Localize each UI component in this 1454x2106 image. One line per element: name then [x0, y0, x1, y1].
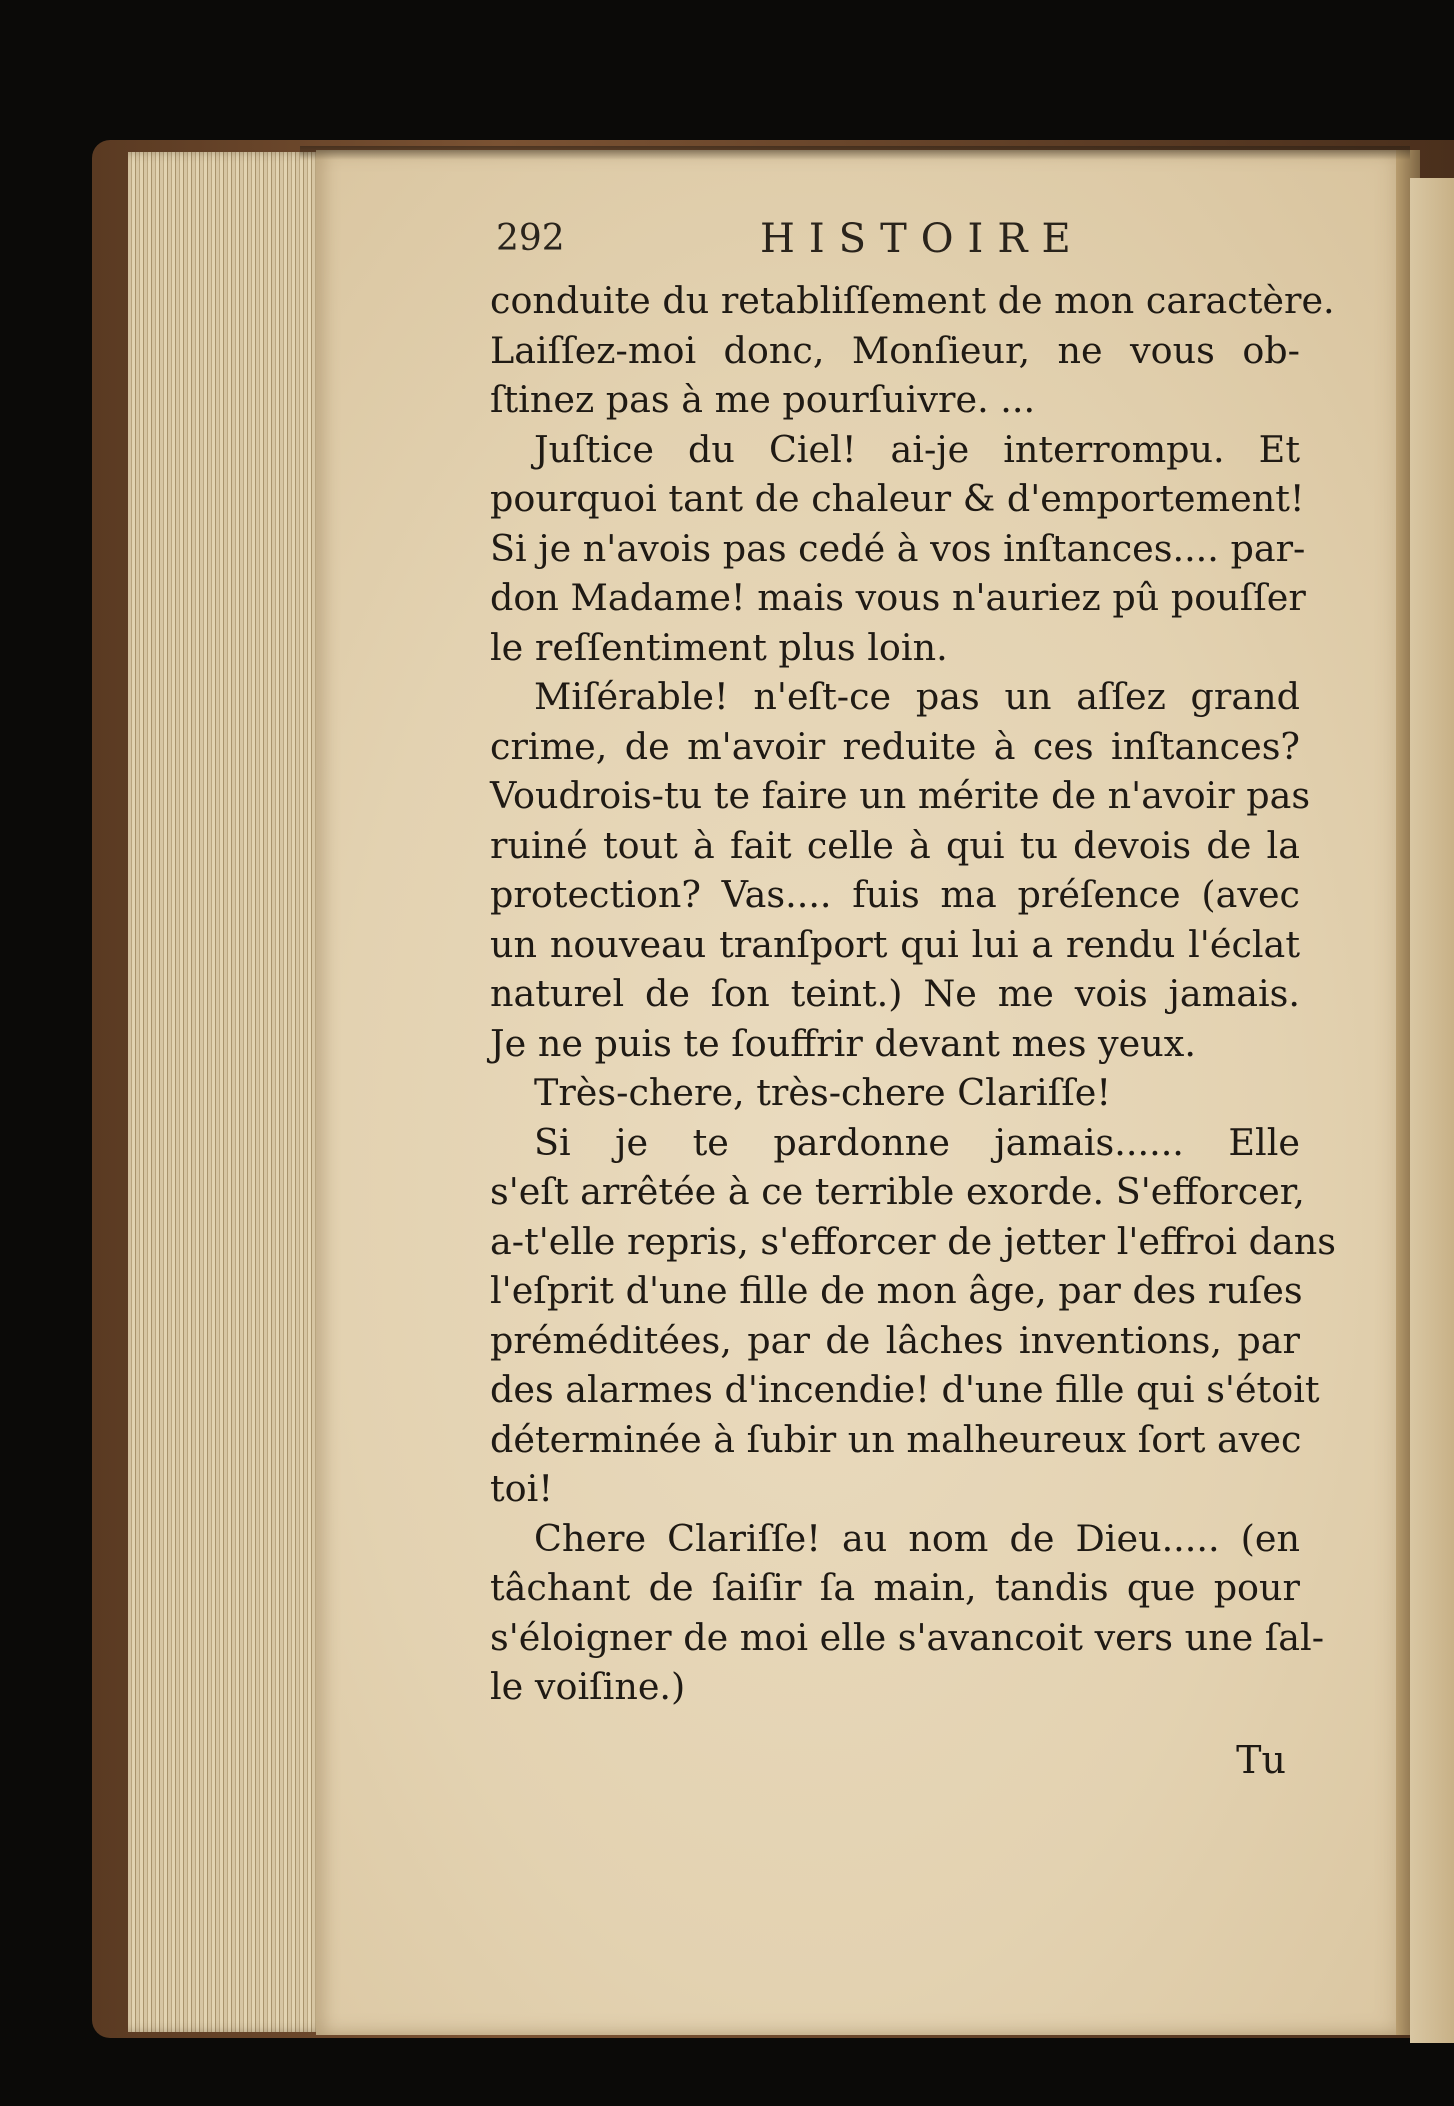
catchword: Tu [1236, 1737, 1286, 1782]
text-line: Miſérable! n'eſt-ce pas un aſſez grand [534, 675, 1300, 718]
text-line: naturel de ſon teint.) Ne me vois jamais. [490, 972, 1300, 1015]
text-line: Si je te pardonne jamais...... Elle [534, 1120, 1300, 1164]
text-line: Juſtice du Ciel! ai-je interrompu. Et [534, 427, 1300, 471]
text-line: Je ne puis te ſouffrir devant mes yeux. [490, 1021, 1196, 1065]
page-number: 292 [496, 218, 565, 259]
page-header [490, 210, 1300, 270]
text-line: l'eſprit d'une fille de mon âge, par des ruſes [490, 1269, 1303, 1312]
text-line: crime, de m'avoir reduite à ces inſtances? [490, 724, 1300, 768]
text-line: Si je n'avois pas cedé à vos inſtances.... par- [490, 526, 1306, 570]
text-line: Très-chere, très-chere Clariſſe! [534, 1071, 1112, 1114]
text-line: s'eſt arrêtée à ce terrible exorde. S'efforcer, [490, 1170, 1305, 1213]
text-line: conduite du retabliſſement de mon caractère. [490, 279, 1335, 322]
text-line: ſtinez pas à me pourſuivre. ... [490, 378, 1036, 421]
text-line: tâchant de ſaiſir ſa main, tandis que pour [490, 1566, 1300, 1609]
text-line: ruiné tout à fait celle à qui tu devois de la [490, 823, 1300, 867]
text-line: préméditées, par de lâches inventions, par [490, 1318, 1300, 1362]
text-block [490, 210, 1337, 1782]
text-line: un nouveau tranſport qui lui a rendu l'éclat [490, 922, 1300, 966]
text-line: des alarmes d'incendie! d'une fille qui s'étoit [490, 1368, 1320, 1411]
text-line: pourquoi tant de chaleur & d'emportement! [490, 477, 1305, 520]
text-line: déterminée à ſubir un malheureux ſort avec [490, 1417, 1302, 1461]
body-text [490, 276, 1337, 1712]
text-line: Chere Clariſſe! au nom de Dieu..... (en [534, 1516, 1300, 1560]
text-line: Laiſſez-moi donc, Monſieur, ne vous ob- [490, 328, 1300, 372]
text-line: le reſſentiment plus loin. [490, 625, 948, 669]
text-line: toi! [490, 1467, 553, 1510]
text-line: protection? Vas.... fuis ma préſence (avec [490, 873, 1300, 916]
text-line: Voudrois-tu te faire un mérite de n'avoir pas [490, 774, 1311, 817]
text-line: don Madame! mais vous n'auriez pû pouſſer [490, 576, 1306, 619]
facing-page-edge [1410, 178, 1454, 2043]
text-line: a-t'elle repris, s'efforcer de jetter l'effroi dans [490, 1219, 1337, 1263]
text-line: s'éloigner de moi elle s'avancoit vers une ſal- [490, 1615, 1325, 1659]
text-line: le voiſine.) [490, 1665, 686, 1708]
page-top-shadow [300, 146, 1410, 160]
page-edges [128, 152, 340, 2032]
running-head: HISTOIRE [760, 216, 1085, 262]
